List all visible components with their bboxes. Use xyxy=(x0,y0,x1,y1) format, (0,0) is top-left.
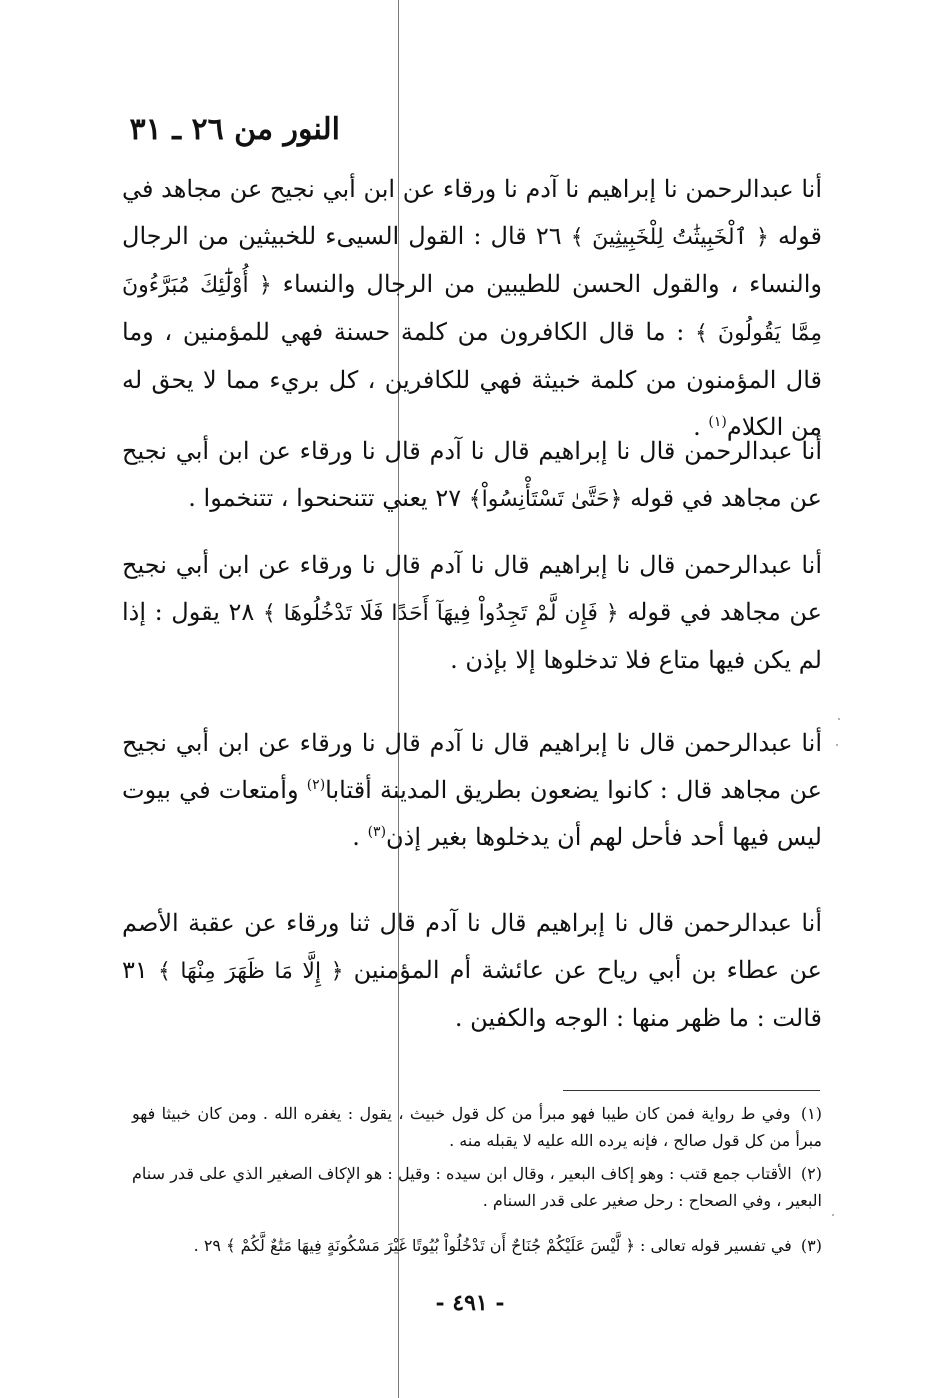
scan-speck xyxy=(832,1214,834,1216)
paragraph-text: أنا عبدالرحمن نا إبراهيم نا آدم نا ورقاء عن ابن أبي نجيح عن مجاهد في قوله xyxy=(122,175,823,250)
paragraph-text: أنا عبدالرحمن قال نا إبراهيم قال نا آدم قال نا ورقاء عن ابن أبي نجيح عن مجاهد في قوله xyxy=(122,437,822,512)
paragraph-text: أنا عبدالرحمن قال نا إبراهيم قال نا آدم قال نا ورقاء عن ابن أبي نجيح عن مجاهد في قوله xyxy=(122,551,822,626)
footnote-number: (١) xyxy=(800,1104,823,1123)
paragraph-text: ٣١ قالت : ما ظهر منها : الوجه والكفين . xyxy=(122,956,822,1032)
quran-quote: ﴿ فَإِن لَّمْ تَجِدُواْ فِيهَآ أَحَدًا فَلَا تَدْخُلُوهَا ﴾ xyxy=(262,601,619,626)
scan-speck xyxy=(836,744,838,746)
quran-quote: ﴿ لَّيْسَ عَلَيْكُمْ جُنَاحٌ أَن تَدْخُلُواْ بُيُوتًا غَيْرَ مَسْكُونَةٍ فِيهَا مَتَٰعٌ لَّكُمْ ﴾ xyxy=(226,1236,635,1255)
footnote-text: وفي ط رواية فمن كان طيبا فهو مبرأ من كل قول خبيث ، يقول : يغفره الله . ومن كان خبيثا فهو مبرأ من كل قول صالح ، فإنه يرده الله عليه لا يقبله منه . xyxy=(132,1104,822,1150)
paragraph xyxy=(122,720,822,861)
footnote-reference: (٢) xyxy=(306,777,326,793)
page-title: النور من ٢٦ ـ ٣١ xyxy=(129,112,340,147)
paragraph-text: ٢٧ يعني تتنحنحوا ، تتنخموا . xyxy=(188,484,462,512)
paragraph-text: : ما قال الكافرون من كلمة حسنة فهي للمؤمنين ، وما قال المؤمنون من كلمة خبيثة فهي للكافرين ، كل بريء مما لا يحق له من الكلام xyxy=(122,318,823,441)
quran-quote: ﴿حَتَّىٰ تَسْتَأْنِسُواْ﴾ xyxy=(468,487,623,512)
paragraph-text: . xyxy=(693,413,701,441)
paragraph-text: ٢٦ قال : القول السيىء للخبيثين من الرجال والنساء ، والقول الحسن للطيبين من الرجال والنساء xyxy=(122,222,822,298)
footnote-text: في تفسير قوله تعالى : xyxy=(639,1236,792,1255)
paragraph-text: أنا عبدالرحمن قال نا إبراهيم قال نا آدم قال نا ورقاء عن ابن أبي نجيح عن مجاهد قال : كانوا يضعون بطريق المدينة أقتابا xyxy=(122,729,822,804)
footnote-reference: (٣) xyxy=(367,824,387,840)
page-number: - ٤٩١ - xyxy=(435,1290,505,1316)
paragraph-text: ٢٨ يقول : إذا لم يكن فيها متاع فلا تدخلوها إلا بإذن . xyxy=(122,598,822,674)
footnote-reference: (١) xyxy=(708,414,727,430)
footnote-text: الأقتاب جمع قتب : وهو إكاف البعير ، وقال ابن سيده : وقيل : هو الإكاف الصغير الذي على قدر سنام البعير ، وفي الصحاح : رحل صغير على قدر السنام . xyxy=(132,1164,822,1210)
quran-quote: ﴿ أُوْلَٰٓئِكَ مُبَرَّءُونَ مِمَّا يَقُولُونَ ﴾ xyxy=(122,273,822,346)
scan-speck xyxy=(838,718,840,720)
footnote-number: (٢) xyxy=(800,1164,822,1183)
footnote xyxy=(132,1100,822,1154)
footnote-separator xyxy=(563,1090,820,1091)
footnote xyxy=(132,1232,822,1259)
paragraph xyxy=(122,542,822,684)
paragraph xyxy=(122,428,822,523)
footnote-number: (٣) xyxy=(800,1236,822,1255)
footnote-text: ٢٩ . xyxy=(193,1236,222,1255)
quran-quote: ﴿ ٱلْخَبِيثَٰتُ لِلْخَبِيثِينَ ﴾ xyxy=(570,225,769,250)
paragraph xyxy=(122,166,822,451)
footnote xyxy=(132,1160,822,1214)
quran-quote: ﴿ إِلَّا مَا ظَهَرَ مِنْهَا ﴾ xyxy=(157,959,344,984)
paragraph-text: أنا عبدالرحمن قال نا إبراهيم قال نا آدم قال ثنا ورقاء عن عقبة الأصم عن عطاء بن أبي رياح عن عائشة أم المؤمنين xyxy=(122,909,822,984)
paragraph-text: . xyxy=(352,823,360,851)
paragraph-text: وأمتعات في بيوت ليس فيها أحد فأحل لهم أن يدخلوها بغير إذن xyxy=(122,776,822,851)
paragraph xyxy=(122,900,822,1042)
